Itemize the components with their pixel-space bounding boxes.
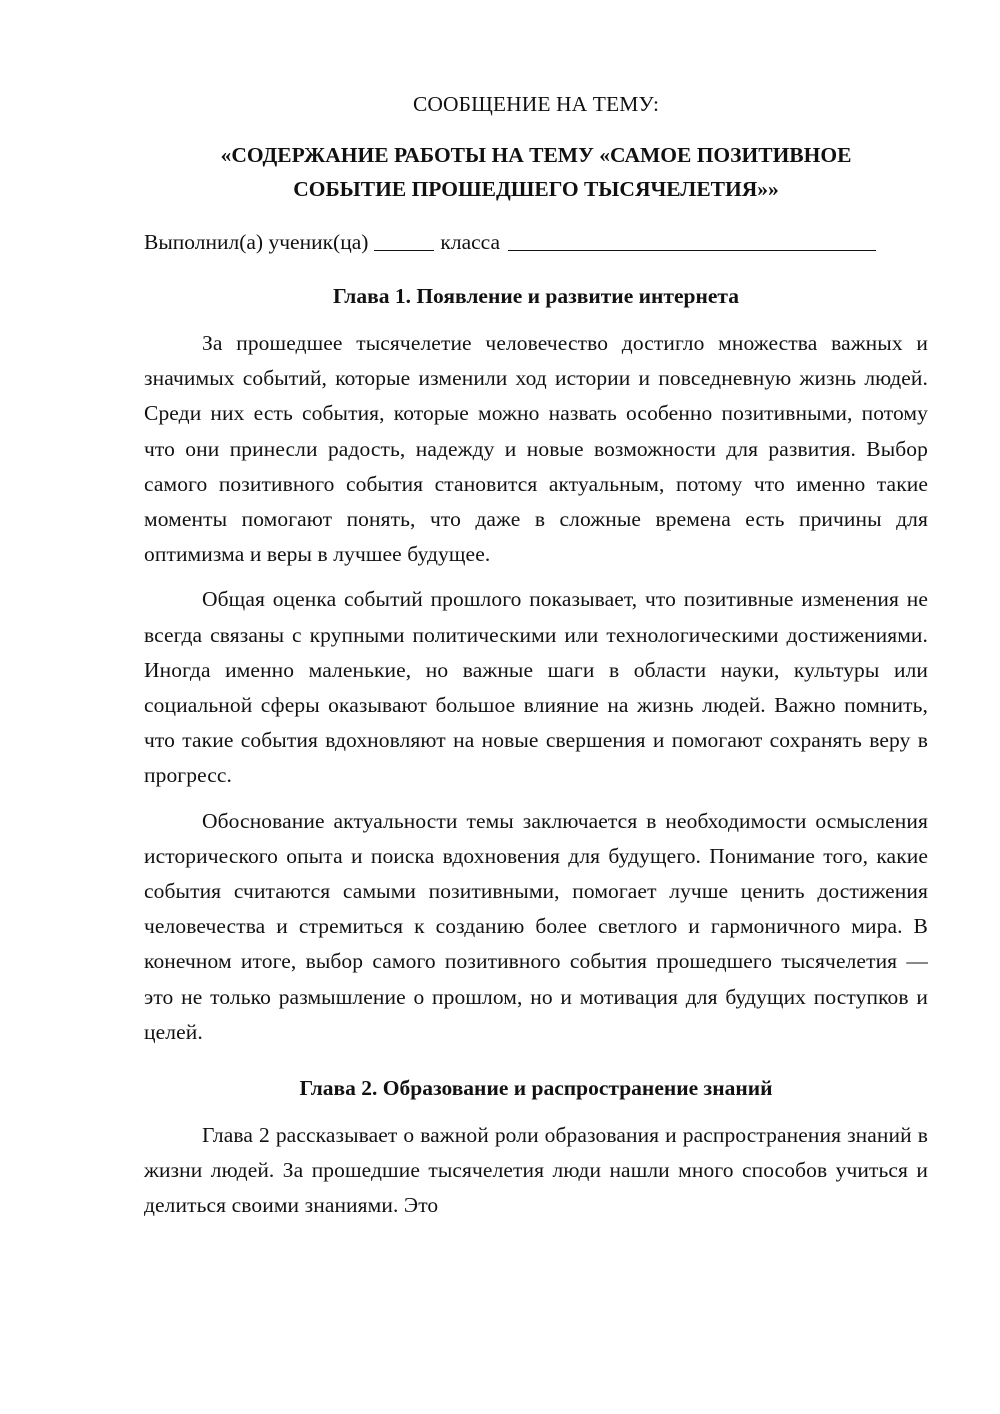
chapter-1-heading: Глава 1. Появление и развитие интернета [333, 284, 739, 308]
document-body [144, 88, 928, 1224]
chapter-1-paragraph-3: Обоснование актуальности темы заключается в необходимости осмысления исторического опыта и поиска вдохновения для будущего. Понимание того, какие события считаются самыми позитивными, помогает лучше ценить достижения человечества и стремиться к созданию более светлого и гармоничного мира. В конечном итоге, выбор самого позитивного события прошедшего тысячелетия — это не только размышление о прошлом, но и мотивация для будущих поступков и целей. [144, 808, 928, 1044]
document-type: СООБЩЕНИЕ НА ТЕМУ: [412, 92, 660, 116]
performed-by-label: Выполнил(а) ученик(ца) [144, 230, 369, 254]
chapter-2-heading: Глава 2. Образование и распространение знаний [299, 1076, 773, 1101]
chapter-2-paragraph-1: Глава 2 рассказывает о важной роли образования и распространения знаний в жизни людей. За прошедшие тысячелетия люди нашли много способов учиться и делиться своими знаниями. Это [144, 1123, 928, 1218]
student-name-blank [508, 228, 876, 251]
document-title: «СОДЕРЖАНИЕ РАБОТЫ НА ТЕМУ «САМОЕ ПОЗИТИВНОЕ СОБЫТИЕ ПРОШЕДШЕГО ТЫСЯЧЕЛЕТИЯ»» [220, 143, 852, 201]
class-number-blank [374, 228, 434, 251]
chapter-1-paragraph-1: За прошедшее тысячелетие человечество достигло множества важных и значимых событий, которые изменили ход истории и повседневную жизнь людей. Среди них есть события, которые можно назвать особенно позитивными, потому что они принесли радость, надежду и новые возможности для развития. Выбор самого позитивного события становится актуальным, потому что именно такие моменты помогают понять, что даже в сложные времена есть причины для оптимизма и веры в лучшее будущее. [144, 331, 928, 567]
class-label: класса [440, 230, 501, 254]
chapter-1-paragraph-2: Общая оценка событий прошлого показывает, что позитивные изменения не всегда связаны с крупными политическими или технологическими достижениями. Иногда именно маленькие, но важные шаги в области науки, культуры или социальной сферы оказывают большое влияние на жизнь людей. Важно помнить, что такие события вдохновляют на новые свершения и помогают сохранять веру в прогресс. [144, 587, 928, 788]
author-line [144, 226, 928, 258]
